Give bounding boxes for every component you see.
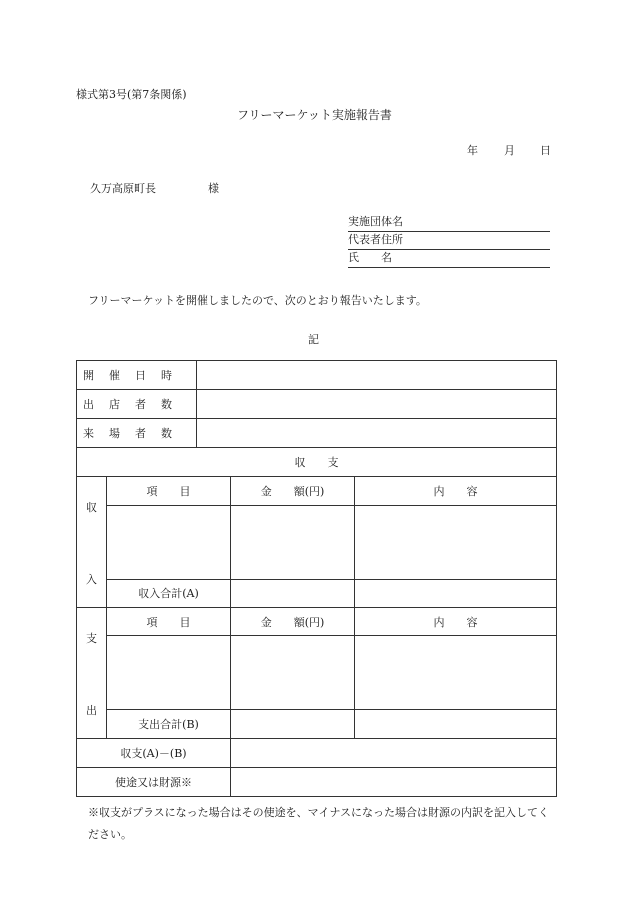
vendors-label: 出店者数 <box>77 390 197 419</box>
expense-col-item: 項 目 <box>107 608 231 636</box>
income-content-cell[interactable] <box>355 506 557 580</box>
expense-total-label: 支出合計(B) <box>107 710 231 739</box>
expense-side-bottom: 出 <box>86 704 97 717</box>
visitors-value[interactable] <box>197 419 557 448</box>
datetime-label: 開催日時 <box>77 361 197 390</box>
expense-col-amount: 金 額(円) <box>231 608 355 636</box>
name-field[interactable] <box>348 251 550 268</box>
balance-header: 収 支 <box>77 448 557 477</box>
org-name-field[interactable] <box>348 215 550 232</box>
name-label: 氏 名 <box>348 251 392 264</box>
balance-value[interactable] <box>231 739 557 768</box>
income-total-label: 収入合計(A) <box>107 579 231 607</box>
balance-label: 収支(A)－(B) <box>77 739 231 768</box>
addressee-honorific: 様 <box>208 182 219 195</box>
rep-address-label: 代表者住所 <box>348 233 403 246</box>
expense-total-amount[interactable] <box>231 710 355 739</box>
usage-label: 使途又は財源※ <box>77 768 231 797</box>
page-title: フリーマーケット実施報告書 <box>237 108 392 122</box>
date-day: 日 <box>540 144 551 157</box>
income-item-cell[interactable] <box>107 506 231 580</box>
income-col-content: 内 容 <box>355 477 557 506</box>
rep-address-field[interactable] <box>348 233 550 250</box>
footnote: ※収支がプラスになった場合はその使途を、マイナスになった場合は財源の内訳を記入してください。 <box>88 806 550 841</box>
intro-text: フリーマーケットを開催しましたので、次のとおり報告いたします。 <box>88 294 427 307</box>
income-side-bottom: 入 <box>86 573 97 586</box>
expense-total-content[interactable] <box>355 710 557 739</box>
income-amount-cell[interactable] <box>231 506 355 580</box>
report-table <box>76 360 557 797</box>
expense-side-label <box>77 608 107 739</box>
expense-item-cell[interactable] <box>107 636 231 710</box>
form-number: 様式第3号(第7条関係) <box>76 88 187 101</box>
date-month: 月 <box>504 144 515 157</box>
expense-col-content: 内 容 <box>355 608 557 636</box>
income-col-amount: 金 額(円) <box>231 477 355 506</box>
income-col-item: 項 目 <box>107 477 231 506</box>
income-side-label <box>77 477 107 608</box>
income-total-amount[interactable] <box>231 579 355 607</box>
date-year: 年 <box>467 144 478 157</box>
expense-side-top: 支 <box>86 632 97 645</box>
income-total-content[interactable] <box>355 579 557 607</box>
datetime-value[interactable] <box>197 361 557 390</box>
vendors-value[interactable] <box>197 390 557 419</box>
usage-value[interactable] <box>231 768 557 797</box>
org-name-label: 実施団体名 <box>348 215 403 228</box>
income-side-top: 収 <box>86 501 97 514</box>
expense-content-cell[interactable] <box>355 636 557 710</box>
visitors-label: 来場者数 <box>77 419 197 448</box>
ki-heading: 記 <box>308 333 319 346</box>
addressee-name: 久万高原町長 <box>90 182 156 195</box>
expense-amount-cell[interactable] <box>231 636 355 710</box>
